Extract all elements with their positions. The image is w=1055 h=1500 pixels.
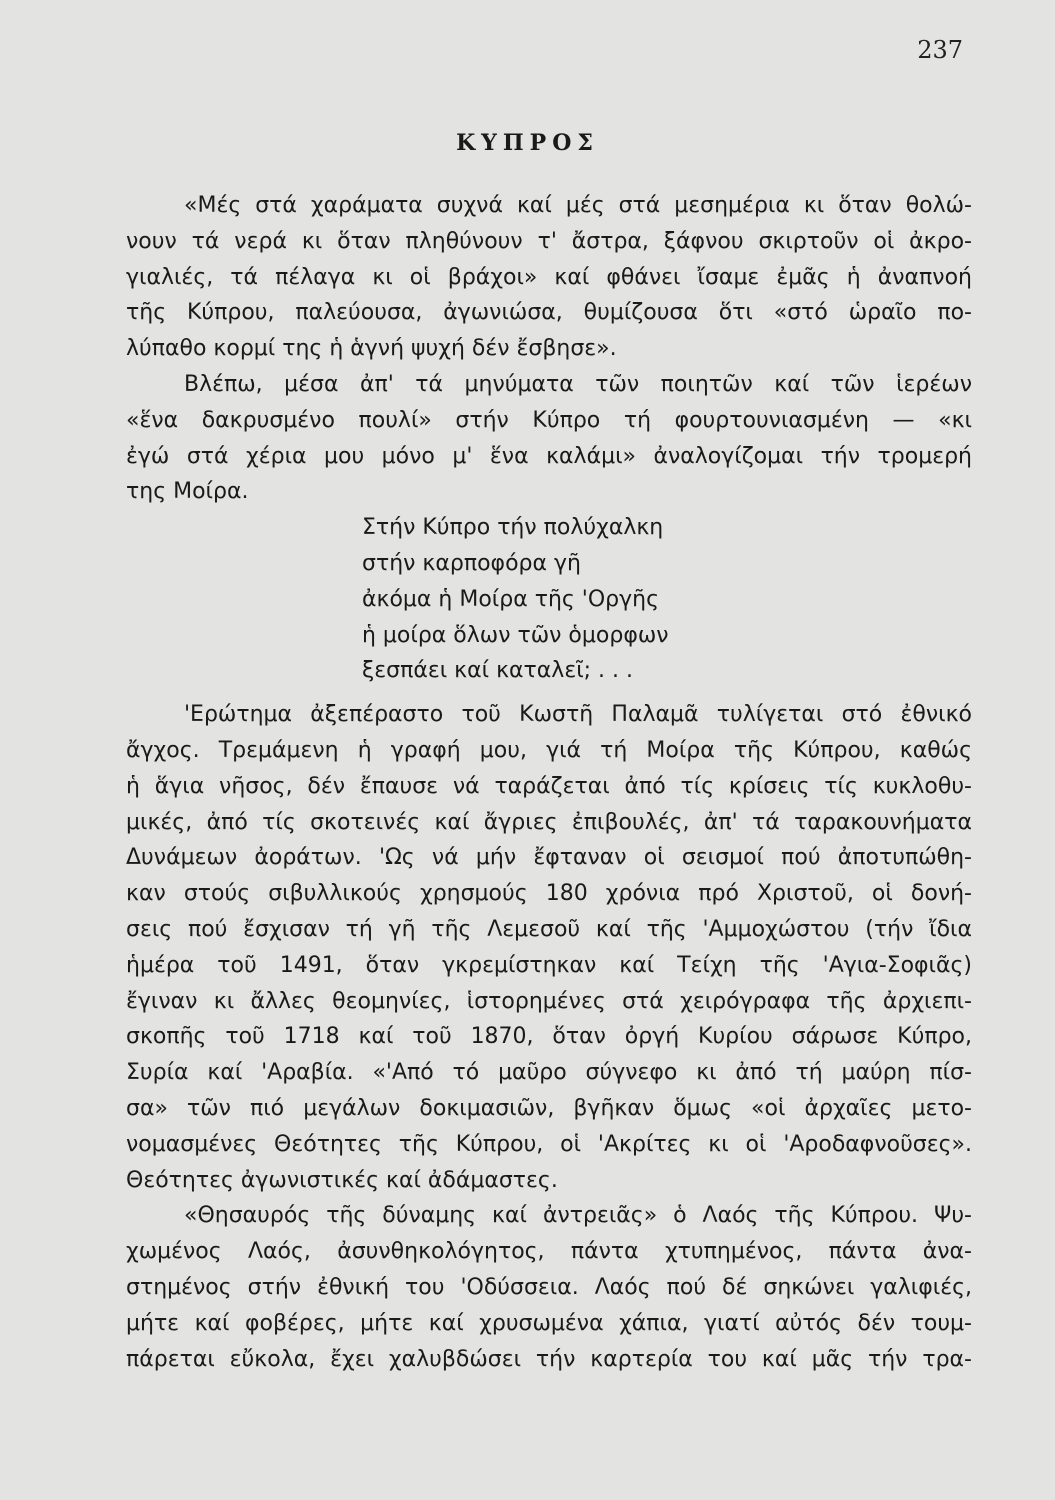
text-line: Βλέπω, μέσα ἀπ' τά μηνύματα τῶν ποιητῶν καί τῶν ἱερέων xyxy=(184,371,972,397)
text-line: νομασμένες Θεότητες τῆς Κύπρου, οἱ 'Ακρίτες κι οἱ 'Αροδαφνοῦσες». xyxy=(126,1131,972,1157)
text-line: μήτε καί φοβέρες, μήτε καί χρυσωμένα χάπια, γιατί αὐτός δέν τουμ- xyxy=(126,1310,972,1336)
verse-line: Στήν Κύπρο τήν πολύχαλκη xyxy=(362,515,664,541)
text-line: στημένος στήν ἐθνική του 'Οδύσσεια. Λαός πού δέ σηκώνει γαλιφιές, xyxy=(126,1274,972,1300)
text-line: Συρία καί 'Αραβία. «'Από τό μαῦρο σύγνεφο κι ἀπό τή μαύρη πίσ- xyxy=(126,1060,972,1086)
text-line: ἡμέρα τοῦ 1491, ὅταν γκρεμίστηκαν καί Τείχη τῆς 'Αγια-Σοφιᾶς) xyxy=(126,952,972,978)
text-line: της Μοίρα. xyxy=(126,479,249,505)
text-line: τῆς Κύπρου, παλεύουσα, ἀγωνιώσα, θυμίζουσα ὅτι «στό ὡραῖο πο- xyxy=(126,300,972,326)
text-line: μικές, ἀπό τίς σκοτεινές καί ἄγριες ἐπιβουλές, ἀπ' τά ταρακουνήματα xyxy=(126,809,972,835)
body-text xyxy=(126,188,972,1377)
page-number: 237 xyxy=(917,36,963,64)
text-line: «Θησαυρός τῆς δύναμης καί ἀντρειᾶς» ὁ Λαός τῆς Κύπρου. Ψυ- xyxy=(184,1203,972,1229)
text-line: «Μές στά χαράματα συχνά καί μές στά μεσημέρια κι ὅταν θολώ- xyxy=(184,193,972,218)
text-line: καν στούς σιβυλλικούς χρησμούς 180 χρόνια πρό Χριστοῦ, οἱ δονή- xyxy=(126,881,972,907)
text-line: 'Ερώτημα ἀξεπέραστο τοῦ Κωστῆ Παλαμᾶ τυλίγεται στό ἐθνικό xyxy=(184,702,972,728)
verse-line: στήν καρποφόρα γῆ xyxy=(362,550,581,576)
text-line: «ἕνα δακρυσμένο πουλί» στήν Κύπρο τή φουρτουνιασμένη — «κι xyxy=(126,407,972,433)
text-line: νουν τά νερά κι ὅταν πληθύνουν τ' ἄστρα, ξάφνου σκιρτοῦν οἱ ἀκρο- xyxy=(126,228,972,254)
text-line: χωμένος Λαός, ἀσυνθηκολόγητος, πάντα χτυπημένος, πάντα ἀνα- xyxy=(126,1239,972,1265)
chapter-title: ΚΥΠΡΟΣ xyxy=(456,130,599,156)
text-line: λύπαθο κορμί της ἡ ἁγνή ψυχή δέν ἔσβησε». xyxy=(126,336,617,362)
verse-line: ξεσπάει καί καταλεῖ; . . . xyxy=(362,658,634,684)
text-line: σεις πού ἔσχισαν τή γῆ τῆς Λεμεσοῦ καί τῆς 'Αμμοχώστου (τήν ἴδια xyxy=(126,916,972,942)
verse-line: ἡ μοίρα ὅλων τῶν ὁμορφων xyxy=(362,622,669,648)
text-line: ἄγχος. Τρεμάμενη ἡ γραφή μου, γιά τή Μοίρα τῆς Κύπρου, καθώς xyxy=(126,737,972,763)
text-line: σα» τῶν πιό μεγάλων δοκιμασιῶν, βγῆκαν ὅμως «οἱ ἀρχαῖες μετο- xyxy=(126,1095,972,1121)
verse-line: ἀκόμα ἡ Μοίρα τῆς 'Οργῆς xyxy=(362,586,659,612)
text-line: Θεότητες ἀγωνιστικές καί ἀδάμαστες. xyxy=(126,1167,558,1193)
spacer xyxy=(126,689,972,697)
text-line: πάρεται εὔκολα, ἔχει χαλυβδώσει τήν καρτερία του καί μᾶς τήν τρα- xyxy=(126,1346,972,1372)
text-line: ἡ ἅγια νῆσος, δέν ἔπαυσε νά ταράζεται ἀπό τίς κρίσεις τίς κυκλοθυ- xyxy=(126,773,972,799)
text-line: γιαλιές, τά πέλαγα κι οἱ βράχοι» καί φθάνει ἴσαμε ἐμᾶς ἡ ἀναπνοή xyxy=(126,264,972,290)
text-line: Δυνάμεων ἀοράτων. 'Ως νά μήν ἔφταναν οἱ σεισμοί πού ἀποτυπώθη- xyxy=(126,845,972,871)
text-line: σκοπῆς τοῦ 1718 καί τοῦ 1870, ὅταν ὀργή Κυρίου σάρωσε Κύπρο, xyxy=(126,1024,972,1050)
text-line: ἔγιναν κι ἄλλες θεομηνίες, ἱστορημένες στά χειρόγραφα τῆς ἀρχιεπι- xyxy=(126,988,972,1014)
text-line: ἐγώ στά χέρια μου μόνο μ' ἕνα καλάμι» ἀναλογίζομαι τήν τρομερή xyxy=(126,443,972,469)
